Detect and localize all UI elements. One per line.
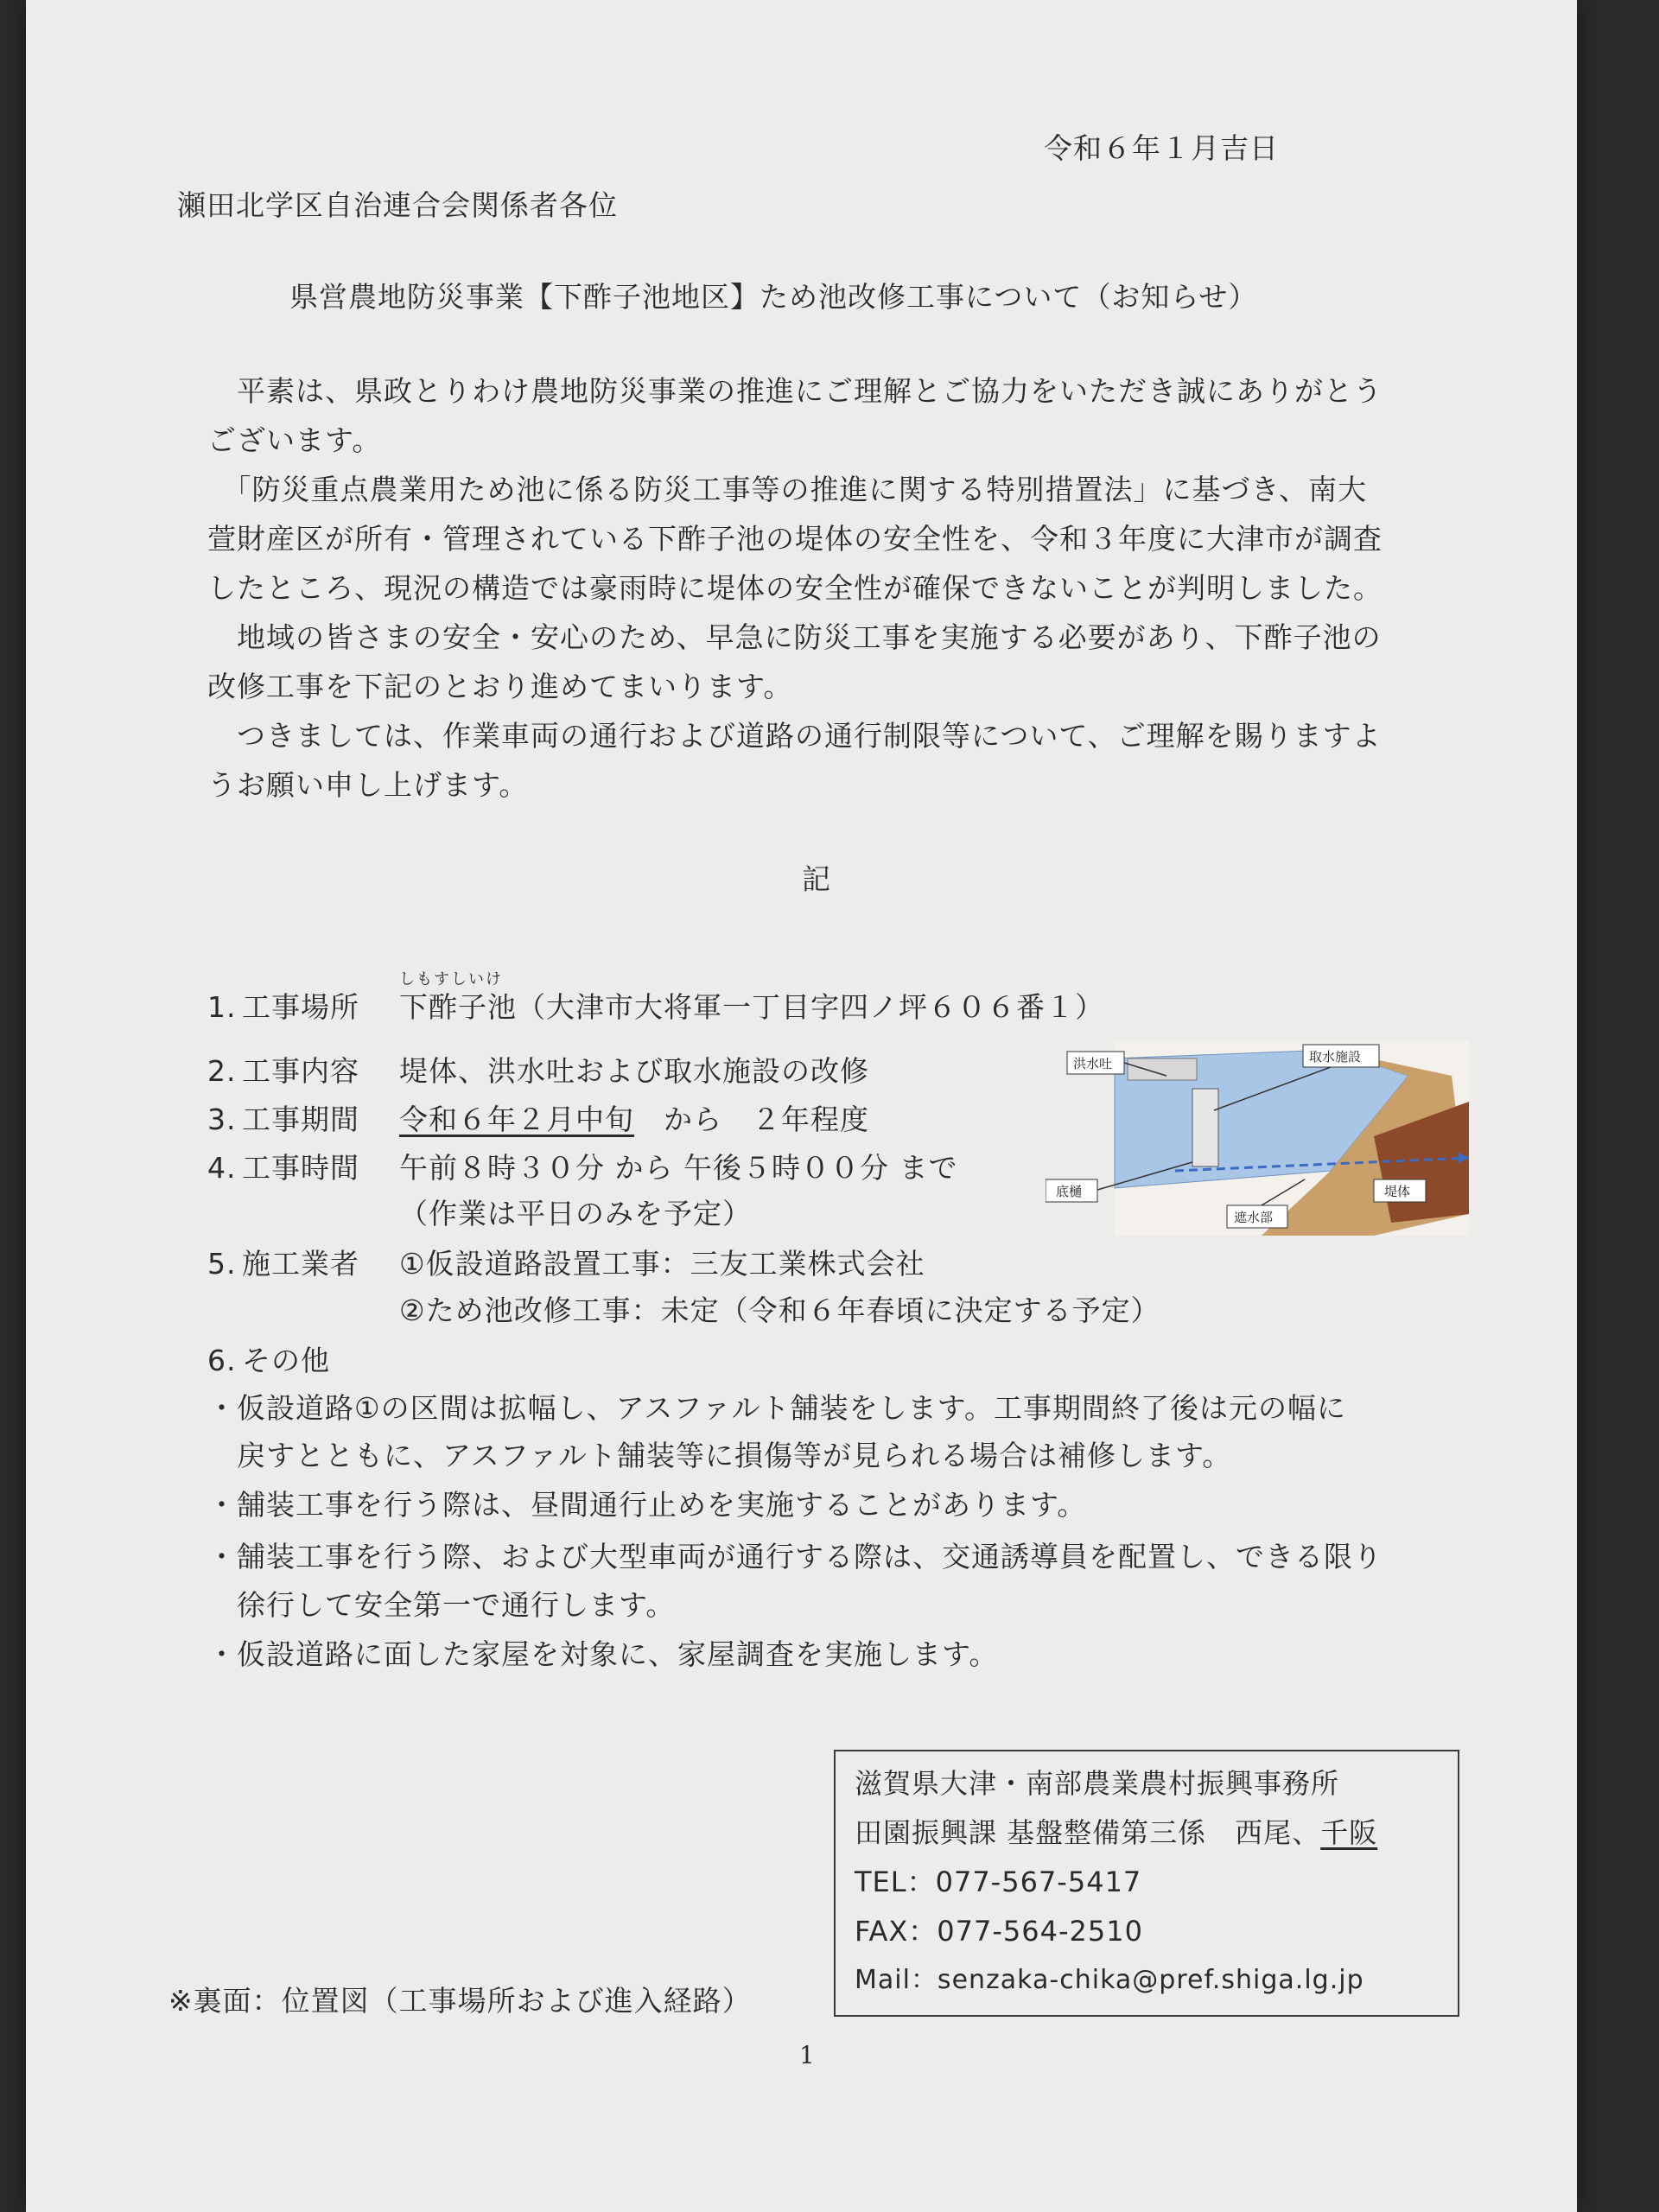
bullet-line: 戻すとともに、アスファルト舗装等に損傷等が見られる場合は補修します。 [207, 1439, 1232, 1472]
body-line: 「防災重点農業用ため池に係る防災工事等の推進に関する特別措置法」に基づき、南大 [207, 473, 1368, 506]
contractor-line-2: ②ため池改修工事：未定（令和６年春頃に決定する予定） [399, 1294, 1160, 1327]
hours-text: 午前８時３０分 から 午後５時００分 まで [399, 1151, 958, 1185]
period-duration: から ２年程度 [634, 1103, 869, 1136]
item-number: 3. [207, 1103, 237, 1136]
item-label-location: 工事場所 [242, 990, 359, 1024]
label-seepage-barrier: 遮水部 [1234, 1210, 1274, 1225]
pond-name: 下酢子池 [399, 990, 517, 1024]
contact-fax: FAX：077-564-2510 [855, 1915, 1143, 1948]
intake-tower [1192, 1089, 1218, 1166]
item-number: 2. [207, 1054, 237, 1088]
recipient: 瀬田北学区自治連合会関係者各位 [177, 188, 618, 222]
spillway-structure [1128, 1058, 1197, 1080]
document-title: 県営農地防災事業【下酢子池地区】ため池改修工事について（お知らせ） [289, 280, 1258, 314]
period-start: 令和６年２月中旬 [399, 1103, 634, 1136]
contact-section [855, 1815, 1377, 1850]
contact-tel: TEL：077-567-5417 [855, 1866, 1142, 1898]
item-label-other: その他 [242, 1344, 330, 1377]
hours-note: （作業は平日のみを予定） [399, 1197, 752, 1230]
back-note: ※裏面：位置図（工事場所および進入経路） [168, 1984, 752, 2018]
body-line: ございます。 [207, 423, 382, 457]
item-number: 5. [207, 1247, 237, 1281]
body-line: したところ、現況の構造では豪雨時に堤体の安全性が確保できないことが判明しました。 [207, 571, 1382, 605]
item-label-period: 工事期間 [242, 1103, 359, 1136]
item-label-hours: 工事時間 [242, 1151, 359, 1185]
bullet-line: 徐行して安全第一で通行します。 [207, 1588, 676, 1622]
item-label-content: 工事内容 [242, 1054, 359, 1088]
contact-section-text: 田園振興課 基盤整備第三係 西尾、 [855, 1816, 1321, 1849]
body-line: つきましては、作業車両の通行および道路の通行制限等について、ご理解を賜りますよ [207, 719, 1382, 753]
dam-diagram [1046, 1041, 1469, 1236]
contact-mail: Mail：senzaka-chika@pref.shiga.lg.jp [855, 1965, 1364, 1995]
document-page [26, 0, 1577, 2212]
bullet-line: ・仮設道路に面した家屋を対象に、家屋調査を実施します。 [207, 1637, 999, 1671]
item-number: 1. [207, 990, 237, 1024]
contact-box [834, 1750, 1459, 2017]
item-number: 4. [207, 1151, 237, 1185]
body-line: 地域の皆さまの安全・安心のため、早急に防災工事を実施する必要があり、下酢子池の [207, 620, 1382, 654]
contact-office: 滋賀県大津・南部農業農村振興事務所 [855, 1767, 1340, 1800]
page-number: 1 [799, 2041, 815, 2069]
item-content-text: 堤体、洪水吐および取水施設の改修 [399, 1054, 869, 1088]
contact-person: 千阪 [1320, 1816, 1378, 1849]
bullet-line: ・仮設道路①の区間は拡幅し、アスファルト舗装をします。工事期間終了後は元の幅に [207, 1391, 1346, 1425]
item-number: 6. [207, 1344, 237, 1377]
body-line: 萱財産区が所有・管理されている下酢子池の堤体の安全性を、令和３年度に大津市が調査 [207, 522, 1382, 556]
furigana: しもすしいけ [399, 970, 503, 988]
body-line: うお願い申し上げます。 [207, 768, 529, 802]
label-spillway: 洪水吐 [1073, 1056, 1113, 1071]
bullet-line: ・舗装工事を行う際、および大型車両が通行する際は、交通誘導員を配置し、できる限り [207, 1540, 1382, 1573]
bullet-line: ・舗装工事を行う際は、昼間通行止めを実施することがあります。 [207, 1488, 1087, 1522]
item-label-contractor: 施工業者 [242, 1247, 359, 1281]
ki-heading: 記 [802, 862, 831, 896]
document-date: 令和６年１月吉日 [1044, 131, 1279, 165]
body-line: 改修工事を下記のとおり進めてまいります。 [207, 670, 793, 703]
contractor-line-1: ①仮設道路設置工事：三友工業株式会社 [399, 1247, 925, 1281]
period-line [399, 1103, 869, 1137]
location-line [399, 990, 1104, 1025]
body-line: 平素は、県政とりわけ農地防災事業の推進にご理解とご協力をいただき誠にありがとう [207, 374, 1382, 408]
label-intake: 取水施設 [1309, 1049, 1362, 1065]
location-address: （大津市大将軍一丁目字四ノ坪６０６番１） [517, 990, 1104, 1024]
label-dam-body: 堤体 [1384, 1184, 1411, 1199]
label-bottom-pipe: 底樋 [1056, 1184, 1083, 1199]
